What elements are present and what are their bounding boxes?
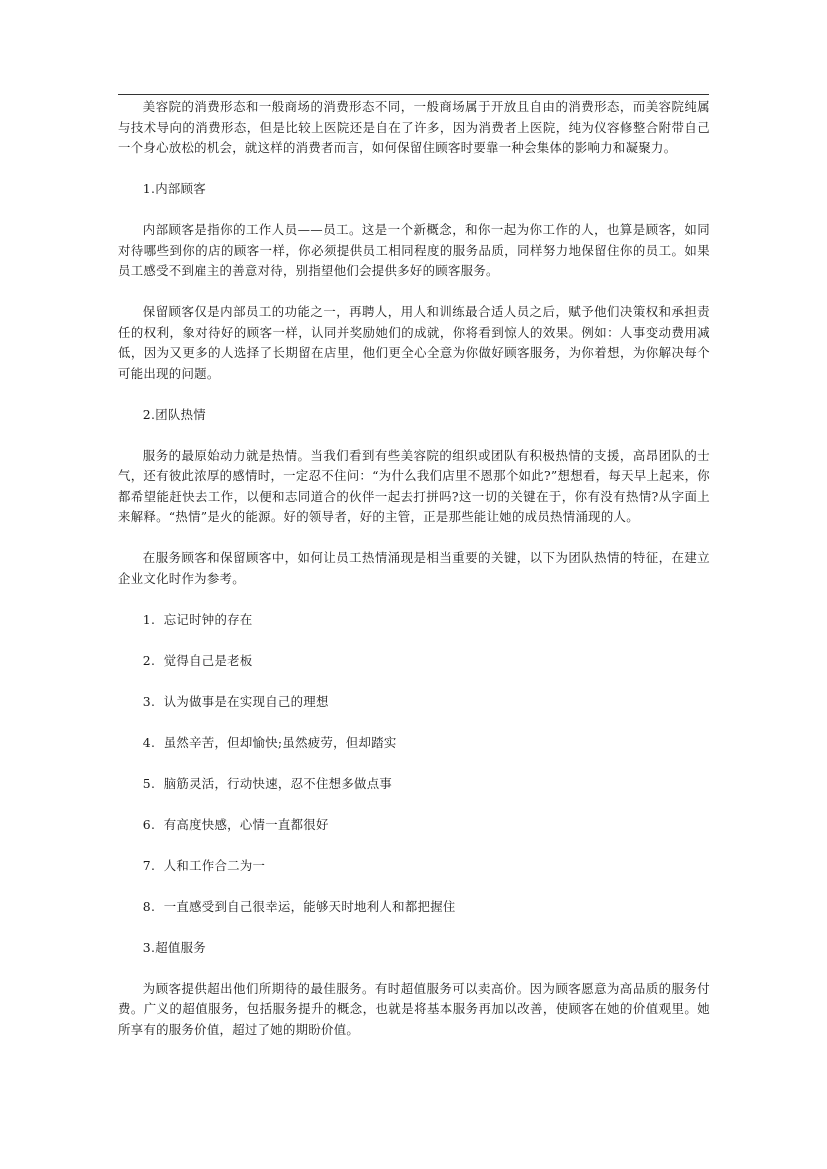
- list-item: 3. 认为做事是在实现自己的理想: [142, 693, 329, 709]
- section-heading-internal-customers: 1.内部顾客: [142, 181, 206, 196]
- paragraph: 在服务顾客和保留顾客中，如何让员工热情涌现是相当重要的关键，以下为团队热情的特征，在建立企业文化时作为参考。: [118, 550, 710, 586]
- paragraph: 内部顾客是指你的工作人员——员工。这是一个新概念，和你一起为你工作的人，也算是顾客，如同对待哪些到你的店的顾客一样，你必须提供员工相同程度的服务品质，同样努力地保留住你的员工。如果员工感受不到雇主的善意对待，别指望他们会提供多好的顾客服务。: [118, 222, 710, 278]
- paragraph: 为顾客提供超出他们所期待的最佳服务。有时超值服务可以卖高价。因为顾客愿意为高品质的服务付费。广义的超值服务，包括服务提升的概念，也就是将基本服务再加以改善，使顾客在她的价值观里。她所享有的服务价值，超过了她的期盼价值。: [118, 980, 710, 1037]
- section-heading-team-enthusiasm: 2.团队热情: [142, 406, 206, 422]
- header-rule: [118, 94, 709, 95]
- intro-paragraph: 美容院的消费形态和一般商场的消费形态不同，一般商场属于开放且自由的消费形态，而美容院纯属与技术导向的消费形态，但是比较上医院还是自在了许多，因为消费者上医院，纯为仪容修整合附带自己一个身心放松的机会，就这样的消费者而言，如何保留住顾客时要靠一种会集体的影响力和凝聚力。: [118, 99, 710, 155]
- list-item: 4. 虽然辛苦，但却愉快;虽然疲劳，但却踏实: [142, 734, 397, 750]
- list-item: 1. 忘记时钟的存在: [142, 611, 253, 627]
- document-body: [118, 97, 710, 1040]
- paragraph: 服务的最原始动力就是热情。当我们看到有些美容院的组织或团队有积极热情的支援，高昂团队的士气，还有彼此浓厚的感情时，一定忍不住问：“为什么我们店里不恩那个如此?”想想看，每天早上起来，你都希望能赶快去工作，以便和志同道合的伙伴一起去打拼吗?这一切的关键在于，你有没有热情?从字面上来解释。“热情”是火的能源。好的领导者，好的主管，正是那些能让她的成员热情涌现的人。: [118, 447, 710, 524]
- list-item: 8. 一直感受到自己很幸运，能够天时地利人和都把握住: [142, 898, 456, 914]
- paragraph: 保留顾客仅是内部员工的功能之一，再聘人，用人和训练最合适人员之后，赋予他们决策权和承担责任的权利，象对待好的顾客一样，认同并奖励她们的成就，你将看到惊人的效果。例如：人事变动费用减低，因为又更多的人选择了长期留在店里，他们更全心全意为你做好顾客服务，为你着想，为你解决每个可能出现的问题。: [118, 304, 710, 381]
- list-item: 6. 有高度快感，心情一直都很好: [142, 816, 329, 832]
- list-item: 2. 觉得自己是老板: [142, 652, 253, 668]
- list-item: 7. 人和工作合二为一: [142, 857, 266, 873]
- list-item: 5. 脑筋灵活，行动快速，忍不住想多做点事: [142, 775, 393, 791]
- section-heading-value-service: 3.超值服务: [142, 939, 206, 955]
